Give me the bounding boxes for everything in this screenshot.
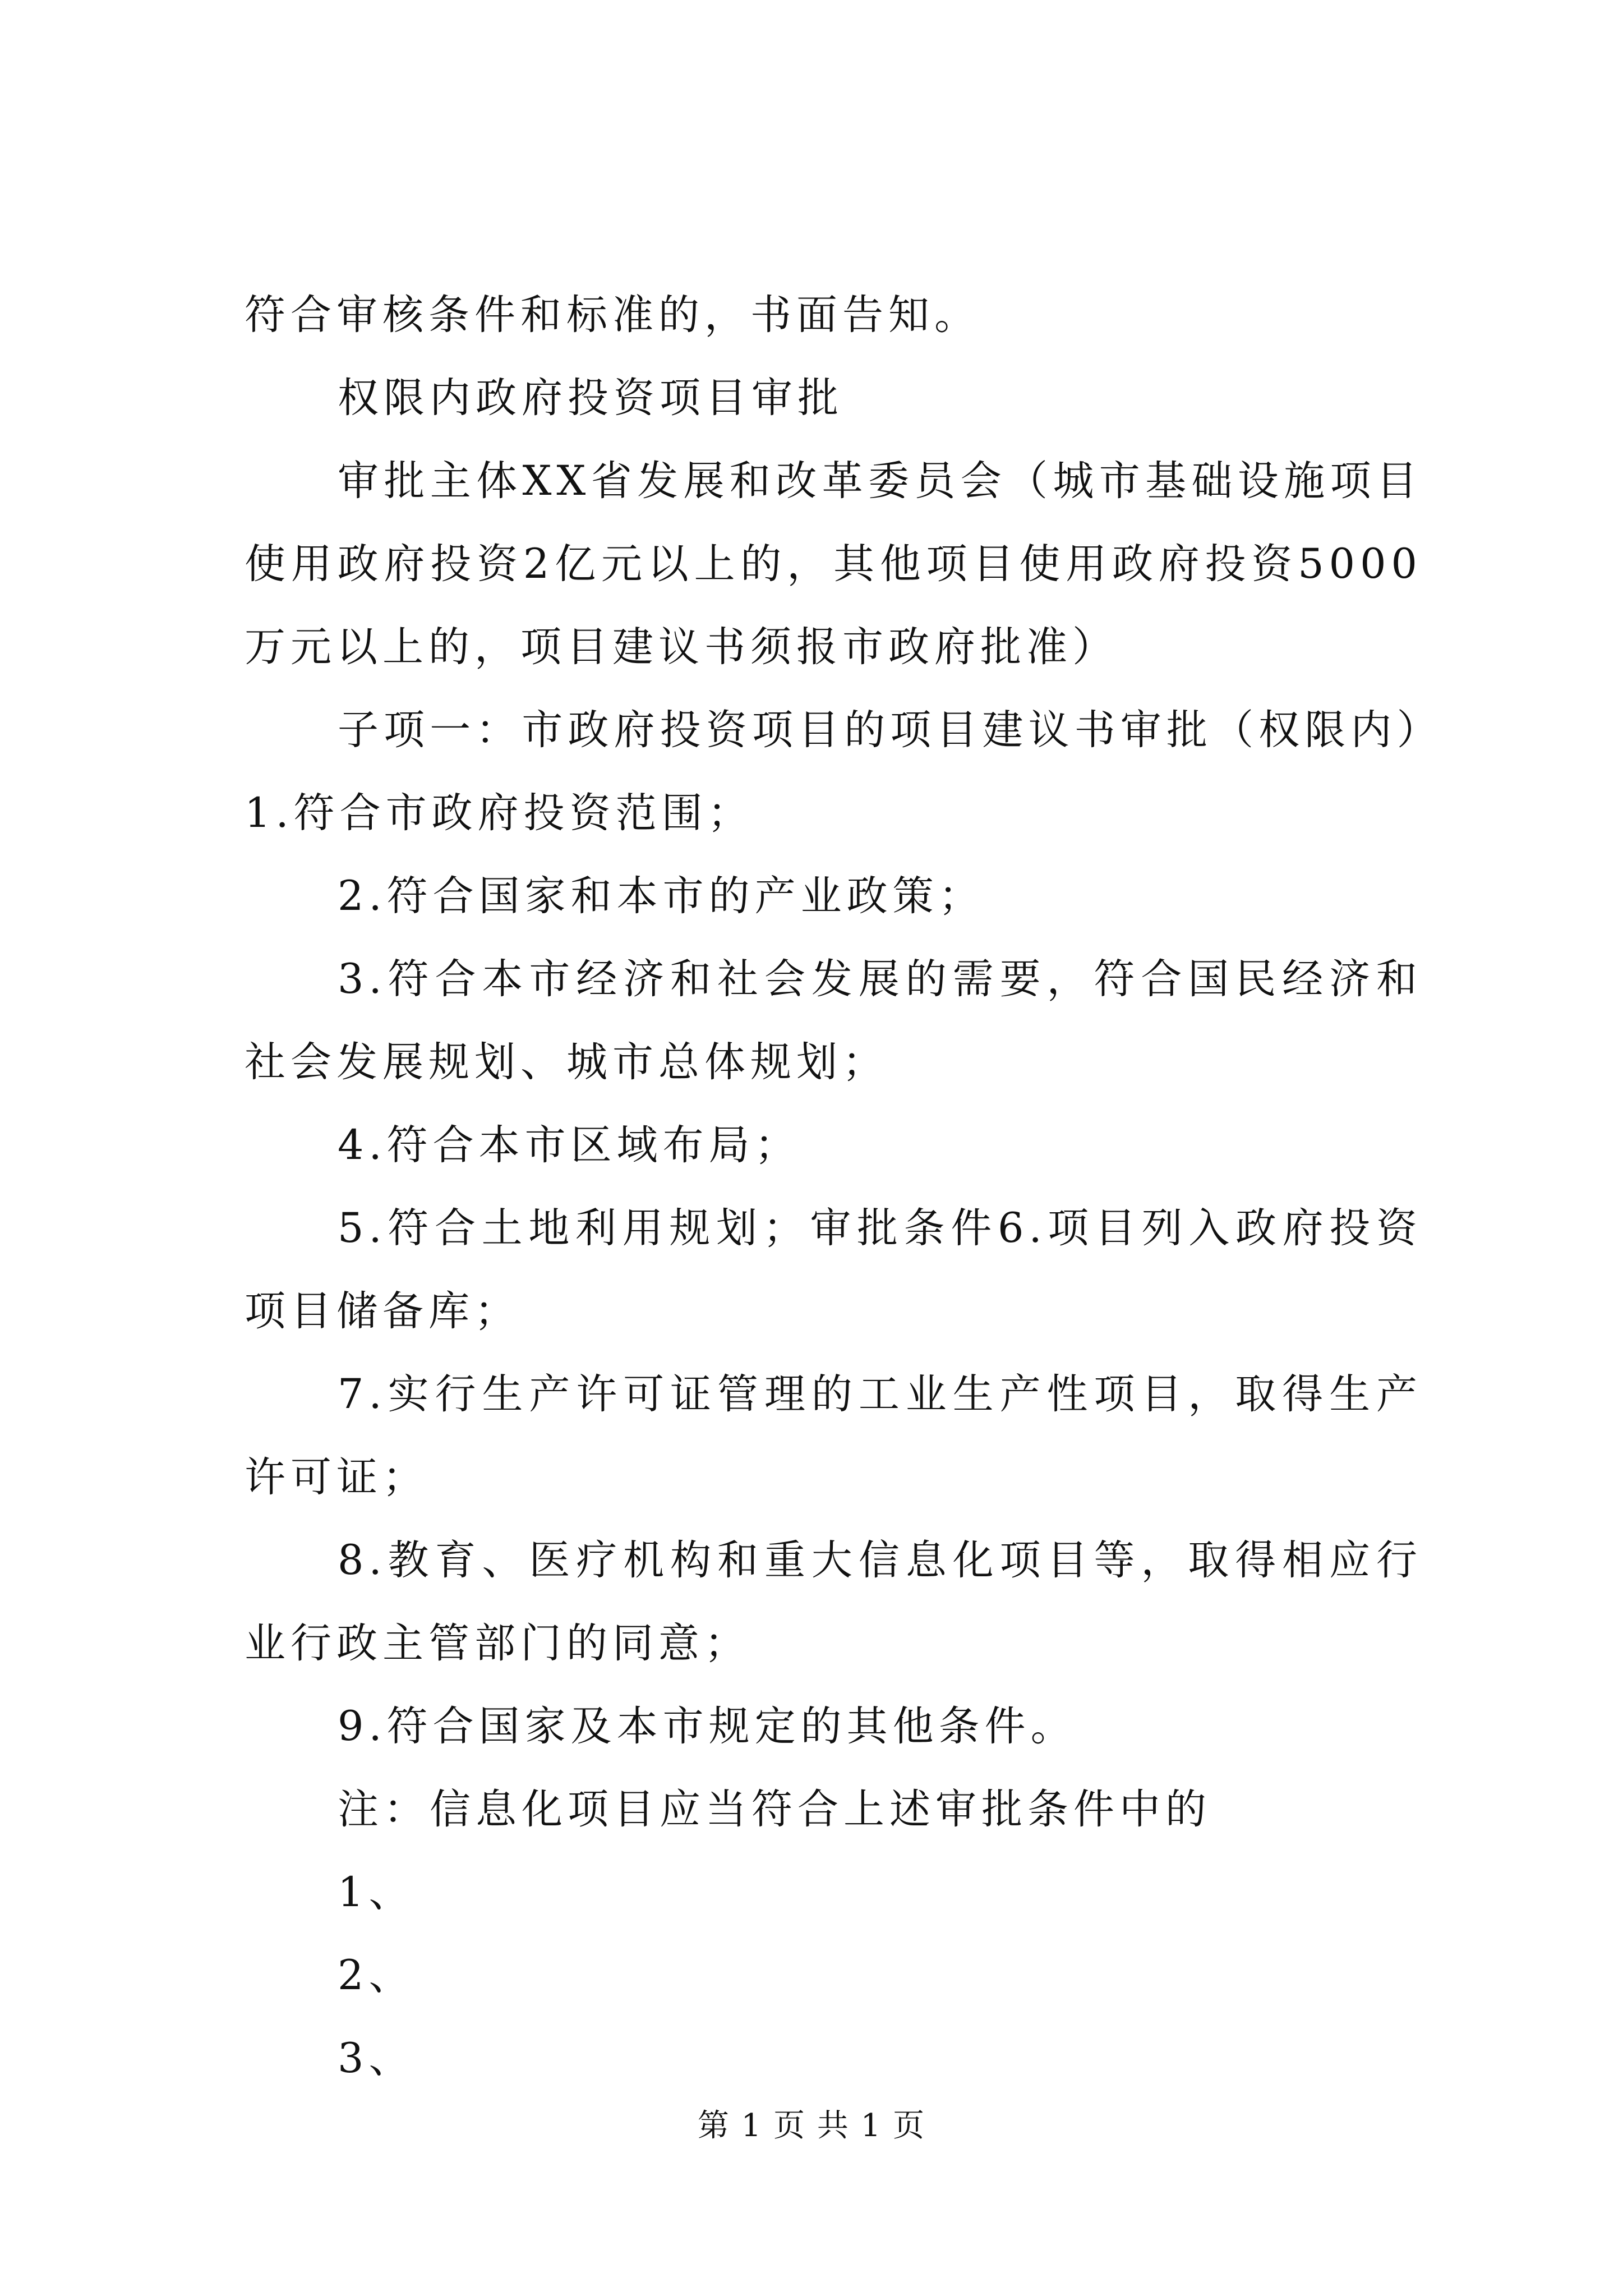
list-item: 9.符合国家及本市规定的其他条件。 [338, 1703, 1077, 1750]
paragraph: 审批主体XX省发展和改革委员会（城市基础设施项目使用政府投资2亿元以上的，其他项目使用政府投资5000万元以上的，项目建议书须报市政府批准） [245, 457, 1422, 671]
list-item: 5.符合土地利用规划；审批条件6.项目列入政府投资项目储备库； [245, 1204, 1422, 1335]
list-item: 8.教育、医疗机构和重大信息化项目等，取得相应行业行政主管部门的同意； [245, 1536, 1422, 1667]
note-paragraph: 注：信息化项目应当符合上述审批条件中的 [338, 1786, 1211, 1833]
paragraph: 子项一：市政府投资项目的项目建议书审批（权限内）1.符合市政府投资范围； [245, 706, 1422, 837]
section-heading: 权限内政府投资项目审批 [338, 374, 843, 422]
document-body [245, 274, 1422, 2100]
list-item: 1、 [338, 1869, 415, 1916]
list-item: 4.符合本市区域布局； [338, 1121, 801, 1169]
list-item: 3.符合本市经济和社会发展的需要，符合国民经济和社会发展规划、城市总体规划； [245, 955, 1422, 1086]
list-item: 3、 [338, 2035, 415, 2082]
paragraph: 符合审核条件和标准的，书面告知。 [245, 291, 980, 339]
list-item: 2、 [338, 1952, 415, 1999]
list-item: 2.符合国家和本市的产业政策； [338, 872, 985, 920]
page-number-footer: 第 1 页 共 1 页 [697, 2108, 926, 2144]
list-item: 7.实行生产许可证管理的工业生产性项目，取得生产许可证； [245, 1370, 1422, 1501]
